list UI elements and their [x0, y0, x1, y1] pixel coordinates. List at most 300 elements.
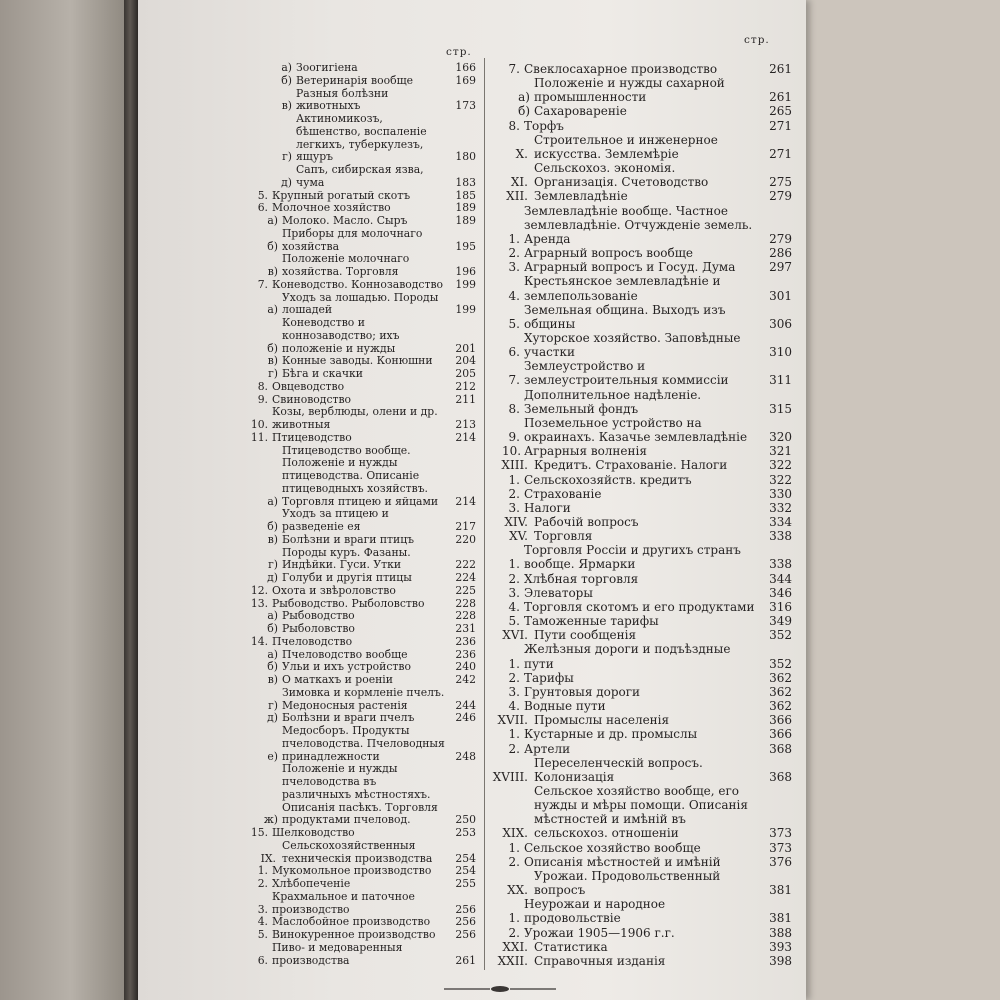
entry-title: Охота и звѣроловство [272, 583, 396, 597]
entry-title: Свиноводство [272, 392, 352, 406]
entry-page-number: 214 [455, 430, 476, 444]
entry-page-number: 368 [769, 741, 792, 756]
entry-number: в) [267, 265, 278, 278]
entry-page-number: 169 [455, 73, 476, 87]
entry-title: Коневодство. Коннозаводство [272, 277, 444, 291]
toc-entry [492, 572, 792, 586]
entry-page-number: 253 [455, 826, 476, 839]
toc-entry [492, 204, 792, 246]
entry-title: Сельское хозяйство вообще [524, 840, 701, 855]
toc-entry [240, 75, 476, 88]
toc-right-column [492, 62, 792, 968]
toc-entry [492, 76, 792, 104]
entry-number: 9. [257, 392, 268, 406]
toc-entry [240, 725, 476, 763]
entry-title: Землевладѣнiе вообще. Частное землевладѣнiе. Отчужденiе земель. Аренда [524, 203, 753, 246]
entry-title: Аграрныя волненiя [524, 444, 647, 459]
entry-page-number: 236 [455, 647, 476, 661]
book-spine [124, 0, 138, 1000]
entry-title: Положенiе и нужды сахарной промышленности [534, 76, 725, 105]
entry-title: Голуби и другiя птицы [282, 571, 412, 584]
entry-number: 3. [508, 585, 520, 600]
entry-number: 8. [508, 401, 520, 416]
entry-title: Птицеводство вообще. Положенiе и нужды птицеводства. Описанiе птицеводныхъ хозяйствъ. Торговля птицею и яйцами [282, 443, 439, 508]
entry-title: Пиво- и медоваренныя производства [272, 940, 403, 967]
entry-title: Торговля скотомъ и его продуктами [524, 599, 755, 614]
entry-page-number: 271 [769, 146, 792, 161]
entry-page-number: 398 [769, 953, 792, 968]
entry-title: Хуторское хозяйство. Заповѣдные участки [524, 330, 741, 360]
entry-page-number: 373 [769, 826, 792, 841]
toc-entry [492, 699, 792, 713]
toc-entry [240, 891, 476, 917]
entry-title: Кустарные и др. промыслы [524, 727, 698, 742]
facing-page-edge [806, 0, 1000, 1000]
entry-number: б) [267, 341, 278, 355]
toc-entry [492, 897, 792, 925]
entry-title: Маслобойное производство [272, 915, 431, 929]
entry-title: Крестьянское землевладѣнiе и землепользованiе [524, 274, 721, 303]
entry-page-number: 349 [769, 614, 792, 629]
toc-entry [492, 416, 792, 444]
entry-number: 1. [508, 472, 520, 487]
entry-title: Конные заводы. Конюшни [282, 354, 433, 368]
entry-page-number: 246 [455, 711, 476, 725]
entry-title: Бѣга и скачки [282, 367, 363, 380]
entry-title: Пчеловодство вообще [282, 647, 408, 661]
entry-title: Аграрный вопросъ вообще [524, 246, 693, 261]
entry-number: б) [267, 660, 278, 674]
entry-page-number: 301 [769, 288, 792, 303]
entry-title: Желѣзныя дороги и подъѣздные пути [524, 642, 731, 671]
entry-page-number: 366 [769, 727, 792, 742]
entry-title: Строительное и инженерное искусства. Землемѣрiе [534, 132, 718, 161]
entry-title: Коневодство и коннозаводство; ихъ положенiе и нужды [282, 316, 400, 355]
entry-page-number: 250 [455, 813, 476, 827]
toc-entry [492, 62, 792, 76]
entry-title: Уходъ за лошадью. Породы лошадей [282, 290, 439, 317]
entry-page-number: 180 [455, 150, 476, 164]
toc-entry [492, 501, 792, 515]
toc-entry [240, 534, 476, 547]
entry-number: XIII. [501, 458, 528, 473]
entry-title: Артели [524, 741, 571, 756]
entry-page-number: 352 [769, 628, 792, 643]
entry-number: а) [267, 494, 278, 508]
entry-number: 13. [250, 596, 268, 610]
entry-title: Зимовка и кормленiе пчелъ. Медоносныя растенiя [282, 685, 445, 712]
entry-number: е) [267, 749, 278, 763]
entry-title: Землеустройство и землеустроительныя коммиссiи [524, 359, 729, 388]
entry-title: Пчеловодство [272, 634, 353, 648]
toc-entry [240, 88, 476, 114]
entry-number: 8. [508, 118, 520, 133]
entry-page-number: 388 [769, 925, 792, 940]
entry-number: 2. [508, 246, 520, 261]
entry-number: б) [267, 520, 278, 533]
toc-entry [492, 189, 792, 203]
entry-number: 12. [250, 583, 268, 597]
toc-entry [492, 444, 792, 458]
toc-entry [492, 784, 792, 841]
entry-number: б) [281, 73, 292, 87]
entry-number: 10. [502, 444, 522, 459]
toc-entry [240, 585, 476, 598]
toc-entry [492, 473, 792, 487]
entry-title: Аграрный вопросъ и Госуд. Дума [524, 260, 736, 275]
entry-page-number: 275 [769, 175, 792, 190]
entry-page-number: 244 [455, 698, 476, 712]
entry-page-number: 214 [455, 494, 476, 508]
ornament-rule [440, 984, 560, 994]
entry-page-number: 366 [769, 713, 792, 728]
entry-number: 3. [508, 684, 520, 699]
entry-number: 4. [508, 288, 520, 303]
entry-page-number: 334 [769, 515, 792, 529]
entry-page-number: 271 [769, 118, 792, 133]
toc-entry [492, 303, 792, 331]
entry-page-number: 195 [455, 239, 476, 253]
entry-title: Породы куръ. Фазаны. Индѣйки. Гуси. Утки [282, 545, 411, 572]
toc-entry [240, 292, 476, 318]
entry-title: Дополнительное надѣленiе. Земельный фондъ [524, 387, 702, 416]
entry-page-number: 338 [769, 529, 792, 544]
entry-page-number: 261 [769, 62, 792, 76]
entry-page-number: 225 [455, 583, 476, 597]
entry-page-number: 256 [455, 915, 476, 929]
entry-number: 8. [257, 379, 268, 393]
toc-entry [240, 368, 476, 381]
toc-entry [240, 62, 476, 75]
toc-entry [492, 487, 792, 501]
entry-title: Элеваторы [524, 585, 593, 600]
entry-number: г) [268, 367, 278, 380]
entry-page-number: 330 [769, 486, 792, 501]
toc-entry [492, 529, 792, 543]
entry-number: а) [267, 647, 278, 661]
toc-entry [240, 279, 476, 292]
toc-entry [492, 855, 792, 869]
entry-title: Водные пути [524, 699, 606, 714]
table-surface-left [0, 0, 128, 1000]
toc-entry [492, 628, 792, 642]
entry-number: 6. [257, 953, 268, 967]
entry-number: XV. [509, 529, 528, 544]
entry-title: Рабочiй вопросъ [534, 515, 639, 529]
entry-number: 2. [508, 670, 520, 685]
entry-title: Хлѣбная торговля [524, 571, 639, 586]
entry-title: Козы, верблюды, олени и др. животныя [272, 405, 438, 431]
toc-entry [492, 586, 792, 600]
toc-entry [492, 246, 792, 260]
entry-title: Положенiе молочнаго хозяйства. Торговля [282, 252, 410, 278]
entry-page-number: 196 [455, 265, 476, 278]
entry-page-number: 173 [455, 99, 476, 113]
entry-title: Промыслы населенiя [534, 713, 670, 728]
entry-number: 1. [508, 840, 520, 855]
entry-number: 4. [508, 599, 520, 614]
entry-number: б) [518, 104, 530, 119]
entry-title: О маткахъ и роенiи [282, 673, 393, 686]
entry-number: 1. [508, 656, 520, 671]
entry-number: б) [267, 622, 278, 635]
entry-title: Сахароваренiе [534, 104, 627, 119]
entry-page-number: 362 [769, 699, 792, 714]
toc-entry [492, 940, 792, 954]
entry-title: Торговля Россiи и другихъ странъ вообще. Ярмарки [524, 543, 741, 572]
entry-title: Налоги [524, 500, 571, 515]
entry-number: 7. [508, 373, 520, 388]
entry-title: Винокуренное производство [272, 928, 436, 941]
entry-page-number: 166 [455, 61, 476, 74]
toc-entry [492, 133, 792, 161]
entry-title: Сельское хозяйство вообще, его нужды и мѣры помощи. Описанiя мѣстностей и имѣнiй въ сельскохоз. отношенiи [534, 783, 748, 841]
toc-entry [240, 674, 476, 687]
entry-title: Мукомольное производство [272, 864, 432, 878]
entry-title: Торговля [534, 529, 593, 544]
entry-number: IX. [260, 851, 276, 865]
toc-entry [492, 260, 792, 274]
entry-number: 5. [257, 188, 268, 202]
entry-number: 1. [508, 557, 520, 572]
entry-number: 10. [250, 418, 268, 431]
toc-entry [240, 113, 476, 164]
entry-page-number: 344 [769, 571, 792, 586]
entry-title: Медосборъ. Продукты пчеловодства. Пчеловодныя принадлежности [282, 724, 445, 763]
entry-number: в) [267, 532, 278, 546]
entry-title: Свеклосахарное производство [524, 62, 718, 76]
entry-number: 2. [508, 571, 520, 586]
entry-number: 7. [508, 62, 520, 76]
entry-number: ж) [263, 813, 278, 827]
entry-title: Статистика [534, 939, 608, 954]
entry-number: 5. [508, 316, 520, 331]
entry-title: Землевладѣнiе [534, 189, 628, 204]
entry-number: в) [267, 354, 278, 368]
entry-page-number: 346 [769, 585, 792, 600]
toc-entry [240, 623, 476, 636]
entry-title: Ульи и ихъ устройство [282, 660, 411, 674]
entry-title: Описанiя мѣстностей и имѣнiй [524, 854, 721, 869]
entry-number: д) [267, 711, 278, 725]
entry-page-number: 185 [455, 188, 476, 202]
entry-page-number: 199 [455, 303, 476, 317]
entry-page-number: 362 [769, 670, 792, 685]
entry-number: XIX. [502, 826, 528, 841]
entry-number: г) [282, 150, 292, 164]
entry-title: Тарифы [524, 670, 574, 685]
toc-entry [492, 756, 792, 784]
entry-title: Поземельное устройство на окраинахъ. Казачье землевладѣнiе [524, 415, 748, 445]
entry-page-number: 222 [455, 558, 476, 572]
page-column-header-left: стр. [446, 46, 472, 58]
toc-entry [240, 827, 476, 840]
toc-entry [492, 543, 792, 571]
entry-page-number: 320 [769, 430, 792, 445]
entry-number: XVIII. [492, 769, 528, 784]
entry-title: Кредитъ. Страхованiе. Налоги [534, 458, 728, 473]
entry-number: 1. [508, 911, 520, 926]
toc-entry [492, 274, 792, 302]
entry-page-number: 297 [769, 260, 792, 275]
entry-number: д) [281, 175, 292, 189]
entry-number: а) [267, 214, 278, 227]
toc-entry [492, 685, 792, 699]
entry-page-number: 212 [455, 379, 476, 393]
entry-page-number: 201 [455, 341, 476, 355]
entry-number: XXII. [497, 953, 528, 968]
toc-entry [492, 359, 792, 387]
entry-title: Урожаи 1905—1906 г.г. [524, 925, 675, 940]
entry-title: Молоко. Масло. Сыръ [282, 214, 408, 227]
entry-page-number: 393 [769, 939, 792, 954]
entry-page-number: 256 [455, 902, 476, 916]
toc-left-column [240, 62, 476, 967]
toc-entry [240, 228, 476, 254]
entry-page-number: 261 [769, 90, 792, 105]
entry-title: Разныя болѣзни животныхъ [296, 86, 389, 113]
entry-title: Приборы для молочнаго хозяйства [282, 226, 423, 253]
entry-title: Ветеринарiя вообще [296, 73, 414, 87]
toc-entry [240, 942, 476, 968]
toc-entry [240, 547, 476, 573]
toc-entry [492, 841, 792, 855]
toc-entry [492, 104, 792, 118]
toc-entry [492, 954, 792, 968]
entry-number: а) [518, 90, 530, 105]
entry-page-number: 381 [769, 883, 792, 898]
entry-number: XI. [510, 175, 528, 190]
entry-number: г) [268, 698, 278, 712]
entry-page-number: 254 [455, 851, 476, 865]
entry-title: Рыболовство [282, 622, 355, 635]
entry-number: 3. [257, 902, 268, 916]
entry-page-number: 211 [455, 392, 476, 406]
entry-number: а) [267, 303, 278, 317]
entry-page-number: 183 [455, 175, 476, 189]
entry-page-number: 321 [769, 444, 792, 459]
entry-number: 2. [508, 854, 520, 869]
entry-title: Земельная община. Выходъ изъ общины [524, 302, 726, 331]
entry-page-number: 220 [455, 532, 476, 546]
entry-page-number: 217 [455, 520, 476, 533]
column-divider [484, 58, 485, 970]
entry-number: 3. [508, 500, 520, 515]
entry-number: 5. [508, 614, 520, 629]
entry-page-number: 228 [455, 609, 476, 623]
entry-page-number: 228 [455, 596, 476, 610]
entry-page-number: 213 [455, 418, 476, 431]
entry-number: 2. [508, 486, 520, 501]
entry-number: 1. [508, 727, 520, 742]
toc-entry [492, 600, 792, 614]
entry-title: Птицеводство [272, 430, 352, 444]
entry-title: Болѣзни и враги птицъ [282, 532, 415, 546]
entry-page-number: 279 [769, 231, 792, 246]
toc-entry [240, 687, 476, 713]
entry-title: Торфъ [524, 118, 564, 133]
entry-number: 14. [250, 634, 268, 648]
toc-entry [240, 164, 476, 190]
entry-number: 1. [257, 864, 268, 878]
entry-number: 6. [508, 345, 520, 360]
entry-number: 2. [257, 877, 268, 890]
toc-entry [492, 331, 792, 359]
entry-title: Положенiе и нужды пчеловодства въ различныхъ мѣстностяхъ. Описанiя пасѣкъ. Торговля продуктами пчеловод. [282, 762, 438, 827]
toc-entry [492, 742, 792, 756]
entry-page-number: 352 [769, 656, 792, 671]
entry-page-number: 254 [455, 864, 476, 878]
entry-page-number: 362 [769, 684, 792, 699]
entry-number: XII. [506, 189, 528, 204]
entry-title: Крупный рогатый скотъ [272, 188, 411, 202]
entry-number: 9. [508, 430, 520, 445]
entry-title: Таможенные тарифы [524, 614, 659, 629]
entry-page-number: 248 [455, 749, 476, 763]
entry-title: Грунтовыя дороги [524, 684, 641, 699]
entry-page-number: 310 [769, 345, 792, 360]
entry-title: Переселенческiй вопросъ. Колонизацiя [534, 755, 703, 784]
toc-entry [240, 253, 476, 279]
entry-page-number: 322 [769, 458, 792, 473]
entry-title: Страхованiе [524, 486, 602, 501]
entry-page-number: 381 [769, 911, 792, 926]
entry-page-number: 279 [769, 189, 792, 204]
entry-number: г) [268, 558, 278, 572]
entry-page-number: 224 [455, 571, 476, 584]
entry-number: 11. [250, 430, 268, 444]
entry-number: XIV. [504, 515, 528, 529]
entry-page-number: 189 [455, 214, 476, 227]
toc-entry [240, 840, 476, 866]
entry-title: Урожаи. Продовольственный вопросъ [534, 868, 721, 898]
entry-title: Рыбоводство. Рыболовство [272, 596, 425, 610]
entry-page-number: 322 [769, 472, 792, 487]
entry-title: Пути сообщенiя [534, 628, 637, 643]
entry-number: а) [281, 61, 292, 74]
toc-entry [492, 458, 792, 472]
entry-number: 2. [508, 741, 520, 756]
entry-page-number: 376 [769, 854, 792, 869]
entry-title: Сельскохозяйственныя техническiя производства [282, 838, 433, 865]
entry-number: б) [267, 239, 278, 253]
entry-page-number: 256 [455, 928, 476, 941]
entry-page-number: 242 [455, 673, 476, 686]
toc-entry [240, 929, 476, 942]
entry-number: 3. [508, 260, 520, 275]
toc-entry [492, 713, 792, 727]
entry-title: Сапъ, сибирская язва, чума [296, 163, 424, 189]
entry-page-number: 255 [455, 877, 476, 890]
toc-entry [492, 119, 792, 133]
entry-page-number: 261 [455, 953, 476, 967]
entry-title: Актиномикозъ, бѣшенство, воспаленiе легкихъ, туберкулезъ, ящуръ [296, 112, 427, 164]
entry-number: 7. [257, 277, 268, 291]
entry-title: Хлѣбопеченiе [272, 877, 351, 890]
entry-title: Неурожаи и народное продовольствiе [524, 897, 666, 926]
entry-page-number: 189 [455, 201, 476, 215]
entry-number: XX. [507, 883, 528, 898]
entry-title: Молочное хозяйство [272, 201, 391, 215]
entry-page-number: 338 [769, 557, 792, 572]
toc-entry [240, 508, 476, 534]
entry-number: XVI. [502, 628, 528, 643]
toc-entry [492, 926, 792, 940]
entry-page-number: 332 [769, 500, 792, 515]
entry-number: 4. [257, 915, 268, 929]
entry-number: в) [281, 99, 292, 113]
entry-page-number: 265 [769, 104, 792, 119]
